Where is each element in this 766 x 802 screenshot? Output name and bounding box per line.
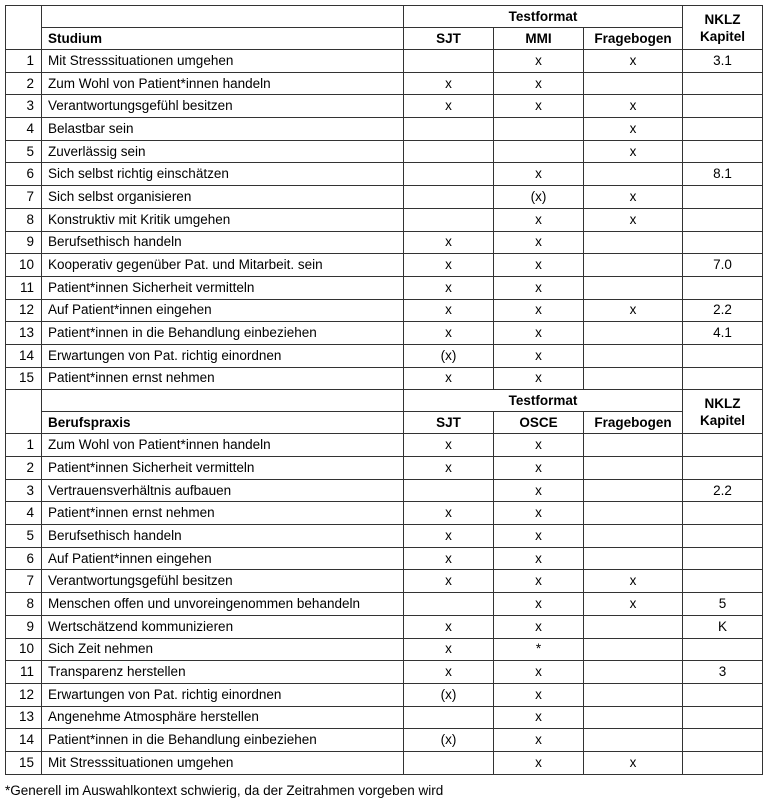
cell-nklz-kapitel [683, 638, 763, 661]
cell-fragebogen [584, 525, 683, 548]
table-row [6, 208, 763, 231]
cell-mmi: x [494, 344, 584, 367]
cell-mmi: (x) [494, 186, 584, 209]
cell-fragebogen [584, 163, 683, 186]
footnote: *Generell im Auswahlkontext schwierig, da der Zeitrahmen vorgeben wird [5, 783, 444, 798]
cell-nklz-kapitel [683, 140, 763, 163]
column-header-mmi: MMI [494, 28, 584, 50]
table-row [6, 322, 763, 345]
cell-fragebogen [584, 322, 683, 345]
cell-nklz-kapitel: 5 [683, 593, 763, 616]
cell-fragebogen [584, 615, 683, 638]
cell-fragebogen [584, 457, 683, 480]
cell-mmi: x [494, 208, 584, 231]
cell-mmi: x [494, 299, 584, 322]
cell-mmi: x [494, 95, 584, 118]
cell-sjt: x [404, 502, 494, 525]
cell-sjt: x [404, 95, 494, 118]
cell-sjt: x [404, 72, 494, 95]
cell-mmi [494, 118, 584, 141]
cell-mmi: x [494, 50, 584, 73]
cell-osce: x [494, 751, 584, 774]
blank-number-header [6, 6, 42, 50]
row-number: 7 [6, 186, 42, 209]
cell-sjt: x [404, 615, 494, 638]
competency-label: Sich selbst organisieren [42, 186, 404, 209]
table-row [6, 299, 763, 322]
competency-label: Zuverlässig sein [42, 140, 404, 163]
table-row [6, 231, 763, 254]
competency-label: Auf Patient*innen eingehen [42, 299, 404, 322]
competency-test-format-table [5, 5, 763, 775]
table-row [6, 72, 763, 95]
table-row [6, 502, 763, 525]
row-number: 6 [6, 163, 42, 186]
competency-label: Berufsethisch handeln [42, 231, 404, 254]
cell-fragebogen [584, 683, 683, 706]
cell-fragebogen [584, 344, 683, 367]
row-number: 11 [6, 661, 42, 684]
column-header-fragebogen: Fragebogen [584, 412, 683, 434]
cell-nklz-kapitel [683, 570, 763, 593]
cell-sjt: x [404, 322, 494, 345]
table-row [6, 593, 763, 616]
cell-fragebogen [584, 502, 683, 525]
cell-nklz-kapitel [683, 231, 763, 254]
cell-fragebogen: x [584, 570, 683, 593]
cell-fragebogen: x [584, 50, 683, 73]
cell-osce: x [494, 615, 584, 638]
cell-sjt: x [404, 638, 494, 661]
row-number: 12 [6, 299, 42, 322]
competency-label: Konstruktiv mit Kritik umgehen [42, 208, 404, 231]
nklz-header-line1: NKLZ [704, 11, 741, 27]
section-label: Studium [42, 28, 404, 50]
cell-nklz-kapitel [683, 344, 763, 367]
table-row [6, 457, 763, 480]
cell-nklz-kapitel: K [683, 615, 763, 638]
cell-sjt [404, 163, 494, 186]
cell-fragebogen [584, 638, 683, 661]
cell-sjt: x [404, 525, 494, 548]
cell-osce: x [494, 683, 584, 706]
cell-mmi [494, 140, 584, 163]
table-row [6, 434, 763, 457]
competency-label: Mit Stresssituationen umgehen [42, 751, 404, 774]
column-header-sjt: SJT [404, 412, 494, 434]
cell-sjt: x [404, 457, 494, 480]
cell-fragebogen: x [584, 299, 683, 322]
table-row [6, 615, 763, 638]
column-header-fragebogen: Fragebogen [584, 28, 683, 50]
competency-label: Zum Wohl von Patient*innen handeln [42, 434, 404, 457]
competency-label: Auf Patient*innen eingehen [42, 547, 404, 570]
cell-nklz-kapitel [683, 434, 763, 457]
cell-nklz-kapitel [683, 367, 763, 390]
cell-osce: * [494, 638, 584, 661]
cell-nklz-kapitel [683, 95, 763, 118]
cell-osce: x [494, 479, 584, 502]
cell-osce: x [494, 706, 584, 729]
cell-sjt: x [404, 434, 494, 457]
competency-label: Berufsethisch handeln [42, 525, 404, 548]
cell-nklz-kapitel [683, 457, 763, 480]
cell-fragebogen [584, 72, 683, 95]
row-number: 8 [6, 208, 42, 231]
cell-nklz-kapitel [683, 547, 763, 570]
table-row [6, 367, 763, 390]
cell-mmi: x [494, 367, 584, 390]
cell-fragebogen [584, 276, 683, 299]
cell-fragebogen [584, 254, 683, 277]
table-row [6, 547, 763, 570]
competency-label: Wertschätzend kommunizieren [42, 615, 404, 638]
nklz-kapitel-header [683, 6, 763, 50]
cell-mmi: x [494, 322, 584, 345]
table-row [6, 683, 763, 706]
nklz-kapitel-header [683, 390, 763, 434]
nklz-header-line2: Kapitel [700, 412, 746, 428]
section-column-header-row [6, 28, 763, 50]
nklz-header-line2: Kapitel [700, 28, 746, 44]
cell-fragebogen: x [584, 118, 683, 141]
row-number: 2 [6, 457, 42, 480]
blank-number-header [6, 390, 42, 434]
row-number: 15 [6, 751, 42, 774]
row-number: 8 [6, 593, 42, 616]
competency-label: Sich Zeit nehmen [42, 638, 404, 661]
cell-mmi: x [494, 231, 584, 254]
competency-label: Patient*innen Sicherheit vermitteln [42, 457, 404, 480]
section-label: Berufspraxis [42, 412, 404, 434]
table-row [6, 95, 763, 118]
table-row [6, 751, 763, 774]
table-row [6, 254, 763, 277]
cell-osce: x [494, 570, 584, 593]
row-number: 4 [6, 502, 42, 525]
cell-osce: x [494, 457, 584, 480]
cell-sjt [404, 593, 494, 616]
row-number: 11 [6, 276, 42, 299]
cell-sjt: (x) [404, 683, 494, 706]
cell-sjt: x [404, 231, 494, 254]
cell-nklz-kapitel: 2.2 [683, 479, 763, 502]
cell-sjt [404, 118, 494, 141]
row-number: 7 [6, 570, 42, 593]
competency-label: Kooperativ gegenüber Pat. und Mitarbeit. sein [42, 254, 404, 277]
competency-label: Patient*innen Sicherheit vermitteln [42, 276, 404, 299]
row-number: 9 [6, 231, 42, 254]
cell-mmi: x [494, 163, 584, 186]
table-row [6, 50, 763, 73]
row-number: 14 [6, 729, 42, 752]
table-row [6, 570, 763, 593]
cell-sjt: x [404, 254, 494, 277]
table-row [6, 729, 763, 752]
row-number: 9 [6, 615, 42, 638]
row-number: 10 [6, 638, 42, 661]
cell-sjt [404, 751, 494, 774]
competency-label: Verantwortungsgefühl besitzen [42, 570, 404, 593]
row-number: 3 [6, 479, 42, 502]
cell-osce: x [494, 502, 584, 525]
cell-sjt: (x) [404, 344, 494, 367]
section-column-header-row [6, 412, 763, 434]
table-row [6, 186, 763, 209]
cell-nklz-kapitel [683, 706, 763, 729]
row-number: 13 [6, 322, 42, 345]
table-row [6, 118, 763, 141]
blank-label-header [42, 6, 404, 28]
column-header-osce: OSCE [494, 412, 584, 434]
cell-nklz-kapitel: 7.0 [683, 254, 763, 277]
cell-nklz-kapitel: 3 [683, 661, 763, 684]
row-number: 1 [6, 50, 42, 73]
table-row [6, 638, 763, 661]
cell-osce: x [494, 434, 584, 457]
cell-osce: x [494, 593, 584, 616]
section-header-row [6, 390, 763, 412]
row-number: 5 [6, 140, 42, 163]
competency-label: Mit Stresssituationen umgehen [42, 50, 404, 73]
cell-sjt: x [404, 276, 494, 299]
competency-label: Vertrauensverhältnis aufbauen [42, 479, 404, 502]
table-row [6, 140, 763, 163]
table-row [6, 661, 763, 684]
nklz-header-line1: NKLZ [704, 395, 741, 411]
cell-nklz-kapitel [683, 751, 763, 774]
row-number: 10 [6, 254, 42, 277]
testformat-group-header: Testformat [404, 6, 683, 28]
cell-fragebogen [584, 434, 683, 457]
competency-label: Belastbar sein [42, 118, 404, 141]
table-row [6, 706, 763, 729]
competency-label: Menschen offen und unvoreingenommen behandeln [42, 593, 404, 616]
table-row [6, 163, 763, 186]
testformat-group-header: Testformat [404, 390, 683, 412]
cell-nklz-kapitel: 3.1 [683, 50, 763, 73]
cell-sjt [404, 50, 494, 73]
competency-label: Patient*innen ernst nehmen [42, 502, 404, 525]
cell-nklz-kapitel [683, 502, 763, 525]
competency-label: Patient*innen in die Behandlung einbeziehen [42, 322, 404, 345]
cell-osce: x [494, 661, 584, 684]
cell-fragebogen: x [584, 95, 683, 118]
table-row [6, 276, 763, 299]
cell-sjt [404, 186, 494, 209]
cell-sjt: x [404, 661, 494, 684]
cell-fragebogen [584, 479, 683, 502]
row-number: 12 [6, 683, 42, 706]
cell-sjt: (x) [404, 729, 494, 752]
cell-nklz-kapitel [683, 208, 763, 231]
competency-label: Sich selbst richtig einschätzen [42, 163, 404, 186]
cell-nklz-kapitel [683, 186, 763, 209]
table-row [6, 525, 763, 548]
competency-label: Verantwortungsgefühl besitzen [42, 95, 404, 118]
cell-sjt [404, 479, 494, 502]
cell-fragebogen [584, 706, 683, 729]
section-header-row [6, 6, 763, 28]
cell-fragebogen [584, 231, 683, 254]
cell-nklz-kapitel: 4.1 [683, 322, 763, 345]
cell-osce: x [494, 547, 584, 570]
row-number: 6 [6, 547, 42, 570]
cell-sjt: x [404, 367, 494, 390]
cell-fragebogen: x [584, 140, 683, 163]
cell-mmi: x [494, 276, 584, 299]
competency-label: Angenehme Atmosphäre herstellen [42, 706, 404, 729]
row-number: 2 [6, 72, 42, 95]
cell-nklz-kapitel [683, 118, 763, 141]
cell-osce: x [494, 525, 584, 548]
cell-nklz-kapitel [683, 683, 763, 706]
cell-nklz-kapitel: 8.1 [683, 163, 763, 186]
cell-sjt: x [404, 547, 494, 570]
competency-label: Transparenz herstellen [42, 661, 404, 684]
column-header-sjt: SJT [404, 28, 494, 50]
cell-nklz-kapitel [683, 525, 763, 548]
row-number: 1 [6, 434, 42, 457]
row-number: 15 [6, 367, 42, 390]
cell-sjt [404, 140, 494, 163]
cell-osce: x [494, 729, 584, 752]
cell-sjt: x [404, 299, 494, 322]
cell-nklz-kapitel: 2.2 [683, 299, 763, 322]
cell-nklz-kapitel [683, 276, 763, 299]
cell-fragebogen: x [584, 751, 683, 774]
cell-fragebogen [584, 729, 683, 752]
cell-mmi: x [494, 254, 584, 277]
cell-fragebogen: x [584, 186, 683, 209]
cell-fragebogen [584, 661, 683, 684]
row-number: 5 [6, 525, 42, 548]
competency-label: Zum Wohl von Patient*innen handeln [42, 72, 404, 95]
row-number: 14 [6, 344, 42, 367]
competency-label: Erwartungen von Pat. richtig einordnen [42, 683, 404, 706]
table-row [6, 344, 763, 367]
cell-fragebogen [584, 547, 683, 570]
row-number: 13 [6, 706, 42, 729]
cell-fragebogen: x [584, 593, 683, 616]
cell-nklz-kapitel [683, 729, 763, 752]
row-number: 3 [6, 95, 42, 118]
cell-fragebogen [584, 367, 683, 390]
cell-mmi: x [494, 72, 584, 95]
competency-label: Patient*innen in die Behandlung einbeziehen [42, 729, 404, 752]
table-row [6, 479, 763, 502]
cell-sjt [404, 208, 494, 231]
cell-fragebogen: x [584, 208, 683, 231]
blank-label-header [42, 390, 404, 412]
cell-sjt: x [404, 570, 494, 593]
cell-nklz-kapitel [683, 72, 763, 95]
cell-sjt [404, 706, 494, 729]
competency-label: Patient*innen ernst nehmen [42, 367, 404, 390]
competency-label: Erwartungen von Pat. richtig einordnen [42, 344, 404, 367]
row-number: 4 [6, 118, 42, 141]
